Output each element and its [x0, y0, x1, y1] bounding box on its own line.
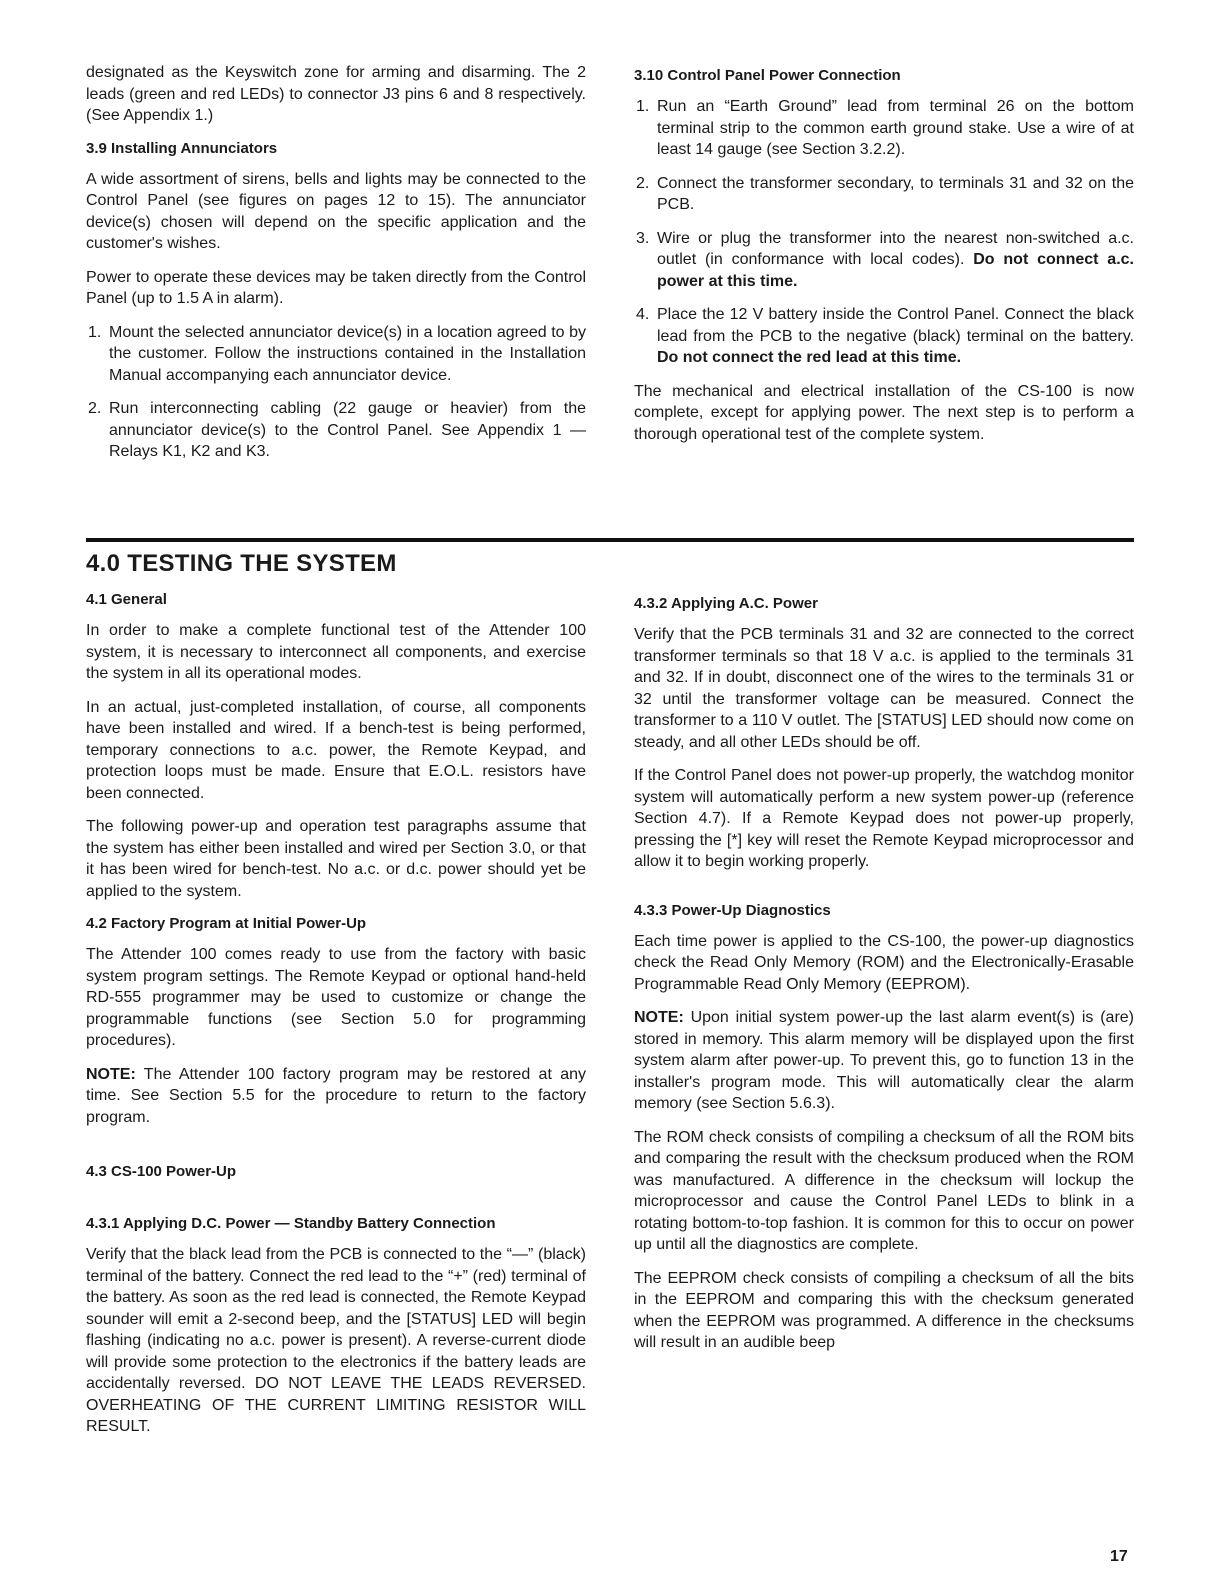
section-4-1-paragraph-3: The following power-up and operation test paragraphs assume that the system has either been installed and wired per Section 3.0, or that it has been wired for bench-test. No a.c. or d.c. power should yet be applied to the system. [86, 818, 586, 900]
section-4-2-note: NOTE: The Attender 100 factory program may be restored at any time. See Section 5.5 for the procedure to return to the factory program. [86, 1065, 586, 1126]
section-4-3-2-heading: 4.3.2 Applying A.C. Power [634, 595, 818, 612]
section-3-10-list [634, 96, 1134, 369]
section-4-right-column [634, 594, 1134, 1366]
section-3-10-heading: 3.10 Control Panel Power Connection [634, 67, 901, 84]
section-4-3-2-paragraph-1: Verify that the PCB terminals 31 and 32 are connected to the correct transformer terminals so that 18 V a.c. is applied to the terminals 31 and 32. If in doubt, disconnect one of the wires to the terminals 31 or 32 until the transformer voltage can be measured. Connect the transformer to a 110 V outlet. The [STATUS] LED should now come on steady, and all other LEDs should be off. [634, 626, 1134, 751]
section-4-3-3-heading: 4.3.3 Power-Up Diagnostics [634, 901, 831, 919]
section-4-3-2-paragraph-2: If the Control Panel does not power-up properly, the watchdog monitor system will automatically perform a new system power-up (reference Section 4.7). If a Remote Keypad does not power-up properly, pressing the [*] key will reset the Remote Keypad microprocessor and allow it to begin working properly. [634, 767, 1134, 870]
closing-paragraph: The mechanical and electrical installation of the CS-100 is now complete, except for applying power. The next step is to perform a thorough operational test of the complete system. [634, 382, 1134, 443]
section-4-2-paragraph: The Attender 100 comes ready to use from the factory with basic system program settings. The Remote Keypad or optional hand-held RD-555 programmer may be used to customize or change the programmable functions (see Section 5.0 for programming procedures). [86, 946, 586, 1049]
page-number: 17 [1110, 1548, 1128, 1565]
section-4-3-3-note: NOTE: Upon initial system power-up the last alarm event(s) is (are) stored in memory. This alarm memory will be displayed upon the first system alarm after power-up. To prevent this, go to function 13 in the installer's program mode. This will automatically clear the alarm memory (see Section 5.6.3). [634, 1009, 1134, 1112]
list-item: 1. Run an “Earth Ground” lead from terminal 26 on the bottom terminal strip to the common earth ground stake. Use a wire of at least 14 gauge (see Section 3.2.2). [636, 98, 1134, 158]
list-item: 4. Place the 12 V battery inside the Control Panel. Connect the black lead from the PCB to the negative (black) terminal on the battery. Do not connect the red lead at this time. [636, 306, 1134, 366]
top-right-column [634, 66, 1134, 457]
section-4-1-heading: 4.1 General [86, 591, 167, 608]
section-4-2-heading: 4.2 Factory Program at Initial Power-Up [86, 915, 367, 932]
list-item: 1. Mount the selected annunciator device(s) in a location agreed to by the customer. Follow the instructions contained in the Installation Manual accompanying each annunciator device. [88, 323, 586, 384]
section-3-9-list [86, 322, 586, 463]
top-left-column [86, 62, 586, 475]
section-4-left-column [86, 590, 586, 1450]
section-4-3-1-heading: 4.3.1 Applying D.C. Power — Standby Battery Connection [86, 1215, 496, 1232]
section-3-9-paragraph-2: Power to operate these devices may be taken directly from the Control Panel (up to 1.5 A in alarm). [86, 268, 586, 307]
section-4-1-paragraph-1: In order to make a complete functional test of the Attender 100 system, it is necessary to interconnect all components, and exercise the system in all its operational modes. [86, 622, 586, 682]
section-4-title: 4.0 TESTING THE SYSTEM [86, 550, 397, 577]
section-4-3-1-paragraph: Verify that the black lead from the PCB is connected to the “—” (black) terminal of the battery. Connect the red lead to the “+” (red) terminal of the battery. As soon as the red lead is connected, the Remote Keypad sounder will emit a 2-second beep, and the [STATUS] LED will begin flashing (indicating no a.c. power is present). A reverse-current diode will provide some protection to the electronics if the battery leads are accidentally reversed. DO NOT LEAVE THE LEADS REVERSED. OVERHEATING OF THE CURRENT LIMITING RESISTOR WILL RESULT. [86, 1246, 586, 1435]
list-item: 2. Run interconnecting cabling (22 gauge or heavier) from the annunciator device(s) to the Control Panel. See Appendix 1 — Relays K1, K2 and K3. [88, 400, 586, 460]
section-4-3-3-paragraph-1: Each time power is applied to the CS-100, the power-up diagnostics check the Read Only Memory (ROM) and the Electronically-Erasable Programmable Read Only Memory (EEPROM). [634, 932, 1134, 993]
list-item: 2. Connect the transformer secondary, to terminals 31 and 32 on the PCB. [636, 174, 1134, 213]
section-3-9-paragraph-1: A wide assortment of sirens, bells and lights may be connected to the Control Panel (see figures on pages 12 to 15). The annunciator device(s) chosen will depend on the specific application and the customer's wishes. [86, 170, 586, 252]
section-4-3-heading: 4.3 CS-100 Power-Up [86, 1163, 237, 1180]
section-3-9-heading: 3.9 Installing Annunciators [86, 139, 278, 157]
section-divider [86, 538, 1134, 542]
section-4-3-3-paragraph-2: The ROM check consists of compiling a checksum of all the ROM bits and comparing the result with the checksum produced when the ROM was manufactured. A difference in the checksum will lockup the microprocessor and cause the Control Panel LEDs to blink in a rotating bottom-to-top fashion. It is common for this to occur on power up until all the diagnostics are complete. [634, 1128, 1134, 1253]
section-4-3-3-paragraph-3: The EEPROM check consists of compiling a checksum of all the bits in the EEPROM and comparing this with the checksum generated when the EEPROM was programmed. A difference in the checksums will result in an audible beep [634, 1269, 1134, 1351]
section-4-1-paragraph-2: In an actual, just-completed installation, of course, all components have been installed and wired. If a bench-test is being performed, temporary connections to a.c. power, the Remote Keypad, and protection loops must be made. Ensure that E.O.L. resistors have been connected. [86, 698, 586, 802]
list-item: 3. Wire or plug the transformer into the nearest non-switched a.c. outlet (in conformance with local codes). Do not connect a.c. power at this time. [636, 229, 1134, 290]
intro-paragraph: designated as the Keyswitch zone for arming and disarming. The 2 leads (green and red LEDs) to connector J3 pins 6 and 8 respectively. (See Appendix 1.) [86, 64, 586, 124]
